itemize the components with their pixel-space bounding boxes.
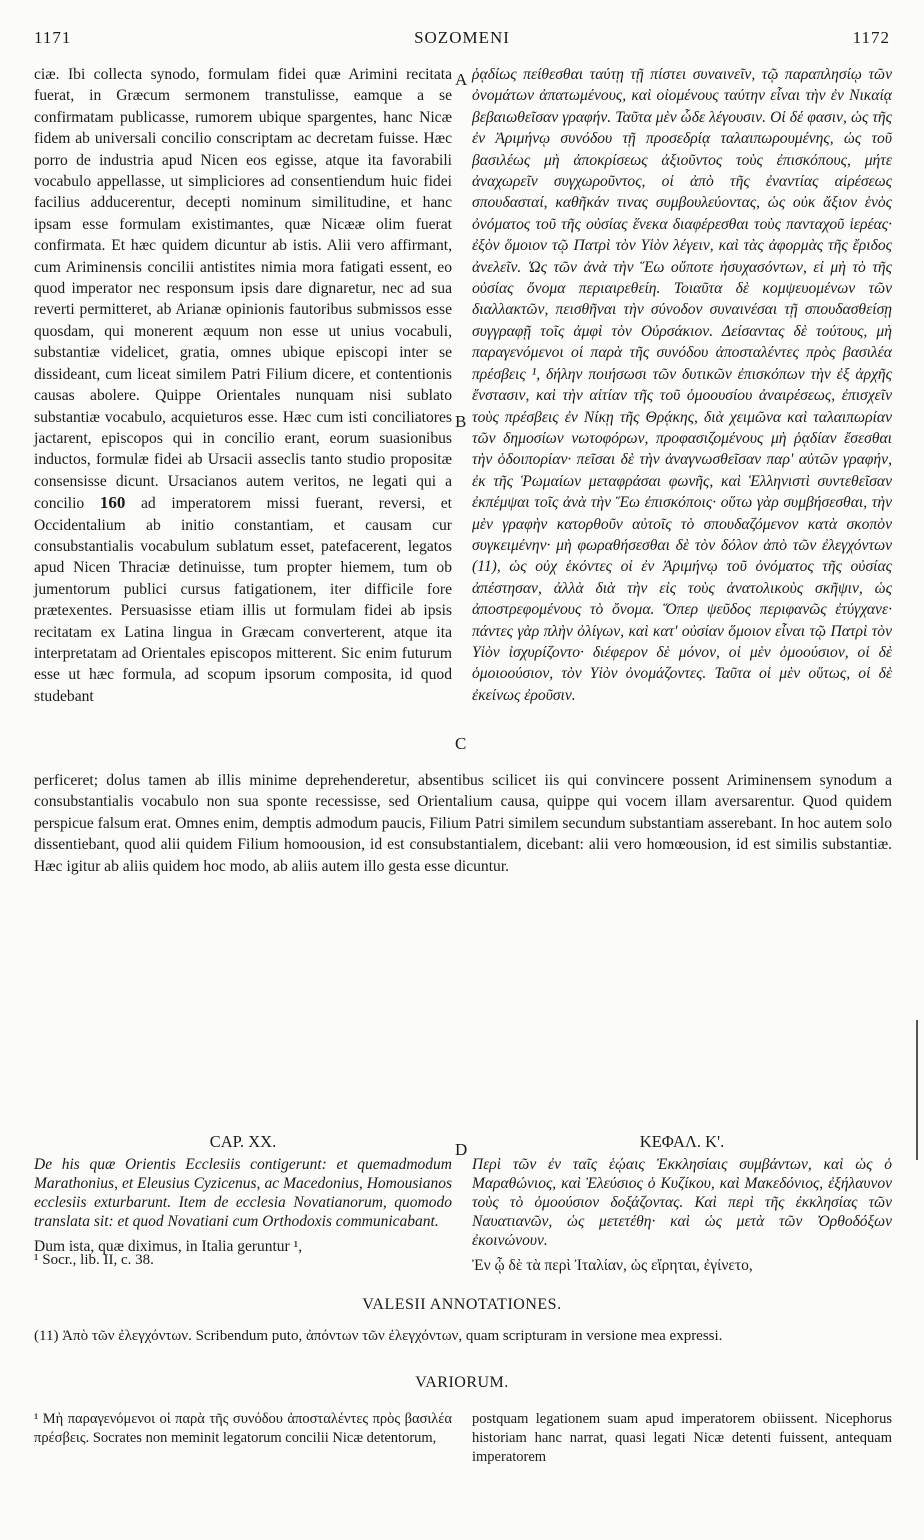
margin-marker-d: D [455,1140,468,1159]
latin-text-cont: ad imperatorem missi fuerant, reversi, et Occidentalium ab initio constantiam, et causam cur consubstantialis vocabulum sublatum esset, patefacerent, legatos apud Nicen Thraciæ detinuisse, tum propter hiemem, tum ob jumentorum publici cursus fatigationem, iter difficile fore prætexentes. Persuasisse etiam illis ut formulam fidei ab ipsis recitatam ex Latina lingua in Græcam converterent, atque ita interpretatam ad Orientales episcopos mitterent. Sic enim futurum esse ut hæc formula, ad scopum ipsorum composita, id quod studebant [34,495,452,705]
variorum-heading: VARIORUM. [415,1374,509,1391]
greek-chapter-title: ΚΕΦΑΛ. Κ'. [639,1132,725,1151]
latin-chapter-first-line: Dum ista, quæ diximus, in Italia geruntur ¹, [34,1238,303,1255]
latin-chapter-title: CAP. XX. [209,1132,277,1151]
margin-marker-c: C [455,734,467,753]
greek-chapter-summary: Περὶ τῶν ἐν ταῖς ἑῴαις Ἐκκλησίαις συμβάντων, καὶ ὡς ὁ Μαραθώνιος, καὶ Ἐλεύσιος ὁ Κυζίκου, καὶ Μακεδόνιος, ἐξήλαυνον τοὺς τὸ ὁμοούσιον δοξάζοντας. Καὶ περὶ τῆς ἐκκλησίας τῶν Ναυατιανῶν, ὡς μετετέθη· καὶ ὡς μετὰ τῶν Ὀρθοδόξων ἐκοινώνουν. [472,1156,892,1249]
variorum-right: postquam legationem suam apud imperatorem obiissent. Nicephorus historiam hanc narrat, quasi legati Nicæ detenti fuissent, antequam imperatorem [472,1411,892,1465]
greek-chapter [472,1132,892,1275]
full-width-paragraph: perficeret; dolus tamen ab illis minime deprehenderetur, absentibus scilicet iis qui convincere possent Ariminensem synodum a consubstantialis vocabulo non sua sponte recessisse, sed Orientalium causa, quippe qui vocem illam aversarentur. Quod quidem perspicue falsum erat. Omnes enim, demptis admodum paucis, Filium Patri similem secundum substantiam asserebant. In hoc autem solo dissentiebant, quod alii quidem Filium homoousion, id est consubstantialem, dicebant: alii vero homœousion, id est similis substantiæ. Hæc igitur ab aliis quidem hoc modo, ab aliis autem illo gesta esse dicuntur. [34,772,892,875]
right-page-number: 1172 [852,28,890,47]
variorum-left: ¹ Μὴ παραγενόμενοι οἱ παρὰ τῆς συνόδου ἀποσταλέντες πρὸς βασιλέα πρέσβεις. Socrates non meminit legatorum concilii Nicæ detentorum, [34,1411,452,1446]
margin-rule [916,1020,918,1160]
full-width-text [34,770,892,877]
footnote: ¹ Socr., lib. II, c. 38. [34,1252,154,1268]
latin-text: ciæ. Ibi collecta synodo, formulam fidei quæ Arimini recitata fuerat, in Græcum sermonem transtulisse, eamque a se confirmatam publicasse, rumorem ubique spargentes, hanc Nicæ fidem ab universali concilio conscriptam ac decretam fuisse. Hæc porro de industria apud Nicen eos egisse, atque ita favorabili vocabulo appellasse, ut simpliciores ad consentiendum huic fidei facilius adducerentur, decepti nominum similitudine, et hanc ipsam esse formulam existimantes, quæ Nicææ olim fuerat confirmata. Et hæc quidem dicuntur ab istis. Alii vero affirmant, cum Ariminensis concilii antistites nimia mora fatigati essent, eo quod imperator nec responsum ipsis dare dignaretur, nec ad sua reverti permitteret, ab Arianæ opinionis fautoribus submissos esse quosdam, qui monerent æquum non esse ut unius vocabuli, substantiæ videlicet, gratia, omnes ubique episcopi inter se dissideant, cum liceat similem Patri Filium dicere, et contentionis causas abolere. Quippe Orientales nunquam nisi sublato substantiæ vocabulo, acquieturos esse. Hæc cum isti conciliatores jactarent, episcopos qui in concilio erant, eorum suasionibus inductos, formulæ fidei ab Ursacii asseclis tanto studio propositæ consensisse dicunt. Ursacianos autem veritos, ne legati qui a concilio [34,66,452,513]
latin-column [34,64,452,707]
greek-text: ῥᾳδίως πείθεσθαι ταύτῃ τῇ πίστει συναινεῖν, τῷ παραπλησίῳ τῶν ὀνομάτων ἀπατωμένους, καὶ οἰομένους ταύτην εἶναι τὴν ἐν Νικαίᾳ βεβαιωθεῖσαν γραφήν. Ταῦτα μὲν ὧδε λέγουσιν. Οἱ δέ φασιν, ὡς τῆς ἐν Ἀριμήνῳ συνόδου τῇ προσεδρίᾳ ταλαιπωρουμένης, ὡς τοῦ βασιλέως μὴ ἀποκρίσεως ἀξιοῦντος τοὺς ἐπισκόπους, μήτε ἀναχωρεῖν συγχωροῦντος, οἱ ἀπὸ τῆς ἐναντίας αἱρέσεως σπουδασταί, καθῆκάν τινας συμβουλεύοντας, ὡς οὐκ ἄξιον ἑνὸς ὀνόματος τοῦ τῆς οὐσίας ἕνεκα διαφέρεσθαι τοὺς πανταχοῦ ἱερέας· ἐξὸν ὅμοιον τῷ Πατρὶ τὸν Υἱὸν λέγειν, καὶ τὰς ἀφορμὰς τῆς ἔριδος ἀνελεῖν. Ὡς τῶν ἀνὰ τὴν Ἕω οὔποτε ἡσυχασόντων, εἰ μὴ τὸ τῆς οὐσίας ὄνομα περιαιρεθείη. Τοιαῦτα δὲ κομψευομένων τῶν διαλλακτῶν, πεισθῆναι τὴν σύνοδον συναινέσαι τῇ σπουδασθείσῃ συγγραφῇ τοῖς ἀμφὶ τὸν Οὐρσάκιον. Δείσαντας δὲ τούτους, μὴ παραγενόμενοι οἱ παρὰ τῆς συνόδου ἀποσταλέντες πρὸς βασιλέα πρέσβεις ¹, δήλην ποιήσωσι τῶν δυτικῶν ἐπισκόπων τὴν ἐξ ἀρχῆς ἔνστασιν, καὶ τὴν αἰτίαν τῆς τοῦ ὁμοουσίου ἀναιρέσεως, ἐπισχεῖν τοὺς πρέσβεις ἐν Νίκῃ τῆς Θρᾴκης, διὰ χειμῶνα καὶ ταλαιπωρίαν τῶν δημοσίων νωτοφόρων, προφασιζομένους μὴ ῥᾳδίαν ἔσεσθαι τὴν ὁδοιπορίαν· πεῖσαι δὲ τὴν ἀναγνωσθεῖσαν παρ' αὐτῶν γραφήν, ἐκ τῆς Ῥωμαίων μεταφράσαι φωνῆς, καὶ Ἑλληνιστὶ συντεθεῖσαν ἐκπέμψαι τοῖς ἀνὰ τὴν Ἕω ἐπισκόποις· οὕτω γὰρ συμβήσεσθαι, τὴν μὲν γραφὴν κατορθοῦν αὐτοῖς τὸ σπουδαζόμενον κατὰ σκοπὸν συγκειμένην· μὴ φωραθήσεσθαι δὲ τὸν δόλον ἀπὸ τῶν ἐλεγχόντων (11), ὡς οὐχ ἑκόντες οἱ ἐν Ἀριμήνῳ τοῦ ὀνόματος τῆς οὐσίας ἀπέστησαν, ἀλλὰ διὰ τὴν εἰς τοὺς ἀνατολικοὺς σκῆψιν, ὡς ἀποστρεφομένους τὸ ὄνομα. Ὅπερ ψεῦδος περιφανῶς ἐτύγχανε· πάντες γὰρ πλὴν ὀλίγων, καὶ κατ' οὐσίαν ὅμοιον εἶναι τῷ Πατρὶ τὸν Υἱὸν ἰσχυρίζοντο· διέφερον δὲ μόνον, οἱ μὲν ὁμοούσιον, οἱ δὲ ὁμοιοούσιον, τὸν Υἱὸν ὀνομάζοντες. Ταῦτα οἱ μὲν οὕτως, οἱ δὲ ἐκείνως ἐροῦσιν. [472,66,892,704]
margin-marker-a: A [455,70,468,89]
valesii-note: (11) Ἀπὸ τῶν ἐλεγχόντων. Scribendum puto, ἀπόντων τῶν ἐλεγχόντων, quam scripturam in versione mea expressi. [34,1328,723,1344]
valesii-heading: VALESII ANNOTATIONES. [362,1296,562,1313]
left-page-number: 1171 [34,28,72,47]
latin-chapter-summary: De his quæ Orientis Ecclesiis contigerunt: et quemadmodum Marathonius, et Eleusius Cyzicenus, ac Macedonius, Homousianos ecclesiis exturbarunt. Item de ecclesia Novatianorum, quomodo translata sit: et quod Novatiani cum Orthodoxis communicabant. [34,1156,452,1230]
greek-column [472,64,892,706]
header-title: SOZOMENI [414,28,510,47]
margin-marker-b: B [455,412,467,431]
latin-chapter [34,1132,452,1256]
page-marker: 160 [99,493,126,513]
greek-chapter-first-line: Ἐν ᾧ δὲ τὰ περὶ Ἰταλίαν, ὡς εἴρηται, ἐγίνετο, [472,1257,753,1274]
running-header [34,28,890,54]
